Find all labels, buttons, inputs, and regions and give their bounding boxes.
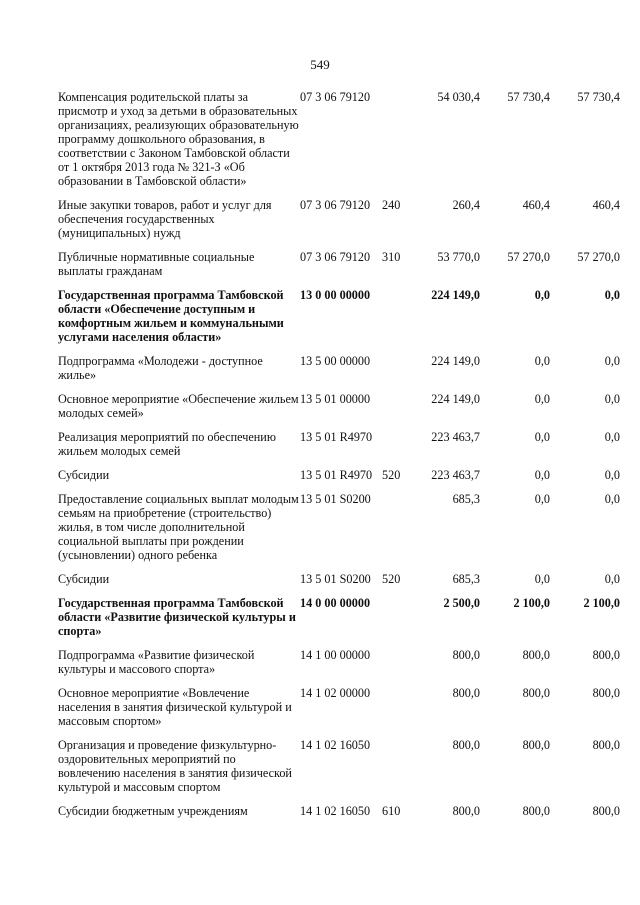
target-article-code: 13 5 01 S0200 [300,492,371,506]
amount-year-3: 0,0 [604,392,620,406]
amount-year-1: 223 463,7 [431,430,480,444]
amount-year-3: 800,0 [592,804,620,818]
amount-year-3: 0,0 [604,354,620,368]
expense-type-code: 610 [382,804,401,818]
target-article-code: 14 1 02 00000 [300,686,371,700]
table-row [58,738,620,804]
table-row [58,468,620,492]
target-article-code: 07 3 06 79120 [300,250,371,264]
row-name: Компенсация родительской платы за присмотр и уход за детьми в образовательных организациях, реализующих образовательную программу дошкольного образования, в соответствии с Законом Тамбовской области от 1 октября 2013 года № 321-З «Об образовании в Тамбовской области» [58,90,299,188]
amount-year-3: 57 270,0 [577,250,620,264]
amount-year-2: 0,0 [534,430,550,444]
expense-type-code [382,738,410,804]
amount-year-2: 2 100,0 [513,596,550,610]
amount-year-2: 0,0 [534,468,550,482]
target-article-code: 07 3 06 79120 [300,90,371,104]
table-row [58,392,620,430]
expense-type-code [382,686,410,738]
amount-year-1: 800,0 [452,738,480,752]
amount-year-3: 460,4 [592,198,620,212]
amount-year-3: 800,0 [592,738,620,752]
amount-year-1: 223 463,7 [431,468,480,482]
expense-type-code [382,430,410,468]
amount-year-3: 800,0 [592,648,620,662]
target-article-code: 14 0 00 00000 [300,596,371,610]
row-name: Основное мероприятие «Обеспечение жильем молодых семей» [58,392,299,420]
amount-year-1: 685,3 [452,492,480,506]
target-article-code: 13 5 01 S0200 [300,572,371,586]
amount-year-3: 0,0 [604,572,620,586]
row-name: Реализация мероприятий по обеспечению жильем молодых семей [58,430,276,458]
amount-year-2: 0,0 [534,572,550,586]
row-name: Субсидии [58,468,110,482]
amount-year-2: 800,0 [522,686,550,700]
row-name: Подпрограмма «Развитие физической культуры и массового спорта» [58,648,255,676]
expense-type-code: 520 [382,468,401,482]
table-row [58,90,620,198]
row-name: Публичные нормативные социальные выплаты гражданам [58,250,255,278]
target-article-code: 13 5 01 00000 [300,392,371,406]
target-article-code: 13 5 00 00000 [300,354,371,368]
target-article-code: 14 1 02 16050 [300,804,371,818]
amount-year-2: 800,0 [522,648,550,662]
amount-year-2: 0,0 [534,392,550,406]
amount-year-1: 53 770,0 [437,250,480,264]
amount-year-3: 0,0 [604,468,620,482]
budget-table [58,90,620,828]
expense-type-code: 310 [382,250,401,264]
amount-year-1: 260,4 [452,198,480,212]
page-number: 549 [310,57,330,72]
amount-year-1: 2 500,0 [443,596,480,610]
program-row [58,288,620,354]
target-article-code: 13 0 00 00000 [300,288,371,302]
amount-year-3: 2 100,0 [583,596,620,610]
table-row [58,430,620,468]
amount-year-1: 224 149,0 [431,354,480,368]
target-article-code: 13 5 01 R4970 [300,430,373,444]
expense-type-code [382,648,410,686]
amount-year-1: 224 149,0 [431,392,480,406]
amount-year-2: 800,0 [522,804,550,818]
expense-type-code: 240 [382,198,401,212]
table-row [58,686,620,738]
expense-type-code [382,90,410,198]
row-name: Субсидии бюджетным учреждениям [58,804,248,818]
table-row [58,572,620,596]
table-row [58,198,620,250]
expense-type-code [382,392,410,430]
amount-year-1: 800,0 [452,648,480,662]
expense-type-code [382,492,410,572]
amount-year-3: 0,0 [604,288,620,302]
row-name: Государственная программа Тамбовской области «Развитие физической культуры и спорта» [58,596,296,638]
row-name: Основное мероприятие «Вовлечение населения в занятия физической культурой и массовым спортом» [58,686,292,728]
amount-year-3: 0,0 [604,492,620,506]
amount-year-3: 0,0 [604,430,620,444]
table-row [58,492,620,572]
amount-year-2: 0,0 [534,288,550,302]
amount-year-1: 800,0 [452,686,480,700]
amount-year-2: 57 730,4 [507,90,550,104]
table-row [58,354,620,392]
amount-year-1: 54 030,4 [437,90,480,104]
amount-year-3: 800,0 [592,686,620,700]
amount-year-2: 0,0 [534,354,550,368]
expense-type-code [382,354,410,392]
table-row [58,804,620,828]
table-row [58,648,620,686]
amount-year-1: 224 149,0 [431,288,480,302]
amount-year-2: 0,0 [534,492,550,506]
row-name: Предоставление социальных выплат молодым семьям на приобретение (строительство) жилья, в том числе дополнительной социальной выплаты при рождении (усыновлении) одного ребенка [58,492,299,562]
row-name: Организация и проведение физкультурно-оздоровительных мероприятий по вовлечению населения в занятия физической культурой и массовым спортом [58,738,292,794]
expense-type-code: 520 [382,572,401,586]
expense-type-code [382,288,410,354]
amount-year-2: 800,0 [522,738,550,752]
target-article-code: 14 1 02 16050 [300,738,371,752]
row-name: Государственная программа Тамбовской области «Обеспечение доступным и комфортным жильем и коммунальными услугами населения области» [58,288,284,344]
row-name: Иные закупки товаров, работ и услуг для обеспечения государственных (муниципальных) нужд [58,198,272,240]
target-article-code: 07 3 06 79120 [300,198,371,212]
row-name: Субсидии [58,572,110,586]
amount-year-1: 685,3 [452,572,480,586]
program-row [58,596,620,648]
row-name: Подпрограмма «Молодежи - доступное жилье» [58,354,263,382]
expense-type-code [382,596,410,648]
target-article-code: 14 1 00 00000 [300,648,371,662]
amount-year-1: 800,0 [452,804,480,818]
amount-year-2: 460,4 [522,198,550,212]
target-article-code: 13 5 01 R4970 [300,468,373,482]
table-row [58,250,620,288]
amount-year-3: 57 730,4 [577,90,620,104]
budget-table-body [58,90,620,828]
amount-year-2: 57 270,0 [507,250,550,264]
